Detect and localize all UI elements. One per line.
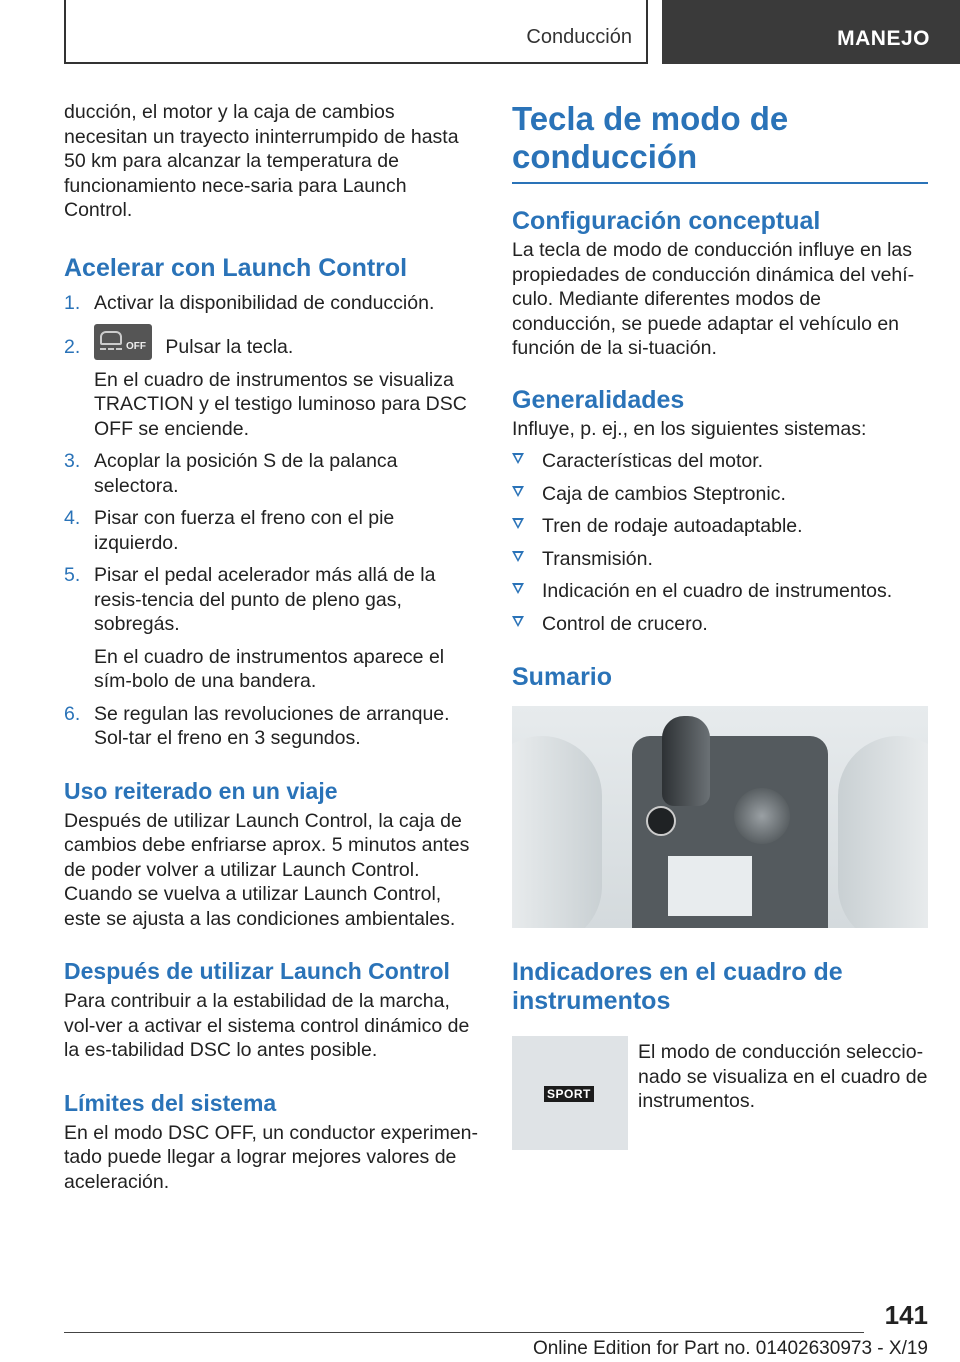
limits-paragraph: En el modo DSC OFF, un conductor experimen-tado puede llegar a lograr mejores valores de aceleración. [64,1121,479,1193]
footer-rule [64,1332,864,1333]
reuse-heading: Uso reiterado en un viaje [64,777,338,804]
list-item: Indicación en el cuadro de instrumentos. [512,579,928,604]
dsc-off-icon-label: OFF [126,340,146,352]
step-subtext: En el cuadro de instrumentos se visualiza TRACTION y el testigo luminoso para DSC OFF se enciende. [94,368,467,440]
indicators-paragraph: El modo de conducción seleccio-nado se visualiza en el cuadro de instrumentos. [638,1041,928,1112]
car-skid-icon [100,331,122,345]
step-number: 4. [64,507,81,530]
summary-heading: Sumario [512,663,613,691]
triangle-bullet-icon [512,551,524,562]
after-use-heading: Después de utilizar Launch Control [64,958,450,985]
launch-steps-list [64,291,480,751]
header-chapter-tab: MANEJO [662,0,960,64]
launch-control-heading: Acelerar con Launch Control [64,253,408,282]
step-number: 5. [64,564,81,587]
step-item [64,563,480,694]
dsc-off-key-icon [94,324,152,360]
header-section-title: Conducción [526,26,632,48]
step-text: Pisar con fuerza el freno con el pie izquierdo. [94,507,395,554]
section-title: Tecla de modo de conducción [512,100,928,184]
concept-paragraph: La tecla de modo de conducción influye en las propiedades de conducción dinámica del vehí-culo. Mediante diferentes modos de conducción, se puede adaptar el vehículo en función de la si-tuación. [512,239,915,359]
triangle-bullet-icon [512,583,524,594]
list-item: Tren de rodaje autoadaptable. [512,514,928,539]
step-text: Pulsar la tecla. [165,336,294,358]
step-subtext: En el cuadro de instrumentos aparece el sím-bolo de una bandera. [94,645,445,693]
limits-heading: Límites del sistema [64,1089,277,1116]
step-text: Pisar el pedal acelerador más allá de la resis-tencia del punto de pleno gas, sobregás. [94,564,436,636]
step-item [64,702,480,751]
triangle-bullet-icon [512,518,524,529]
step-item [64,335,480,441]
intro-paragraph: ducción, el motor y la caja de cambios necesitan un trayecto ininterrumpido de hasta 50 km para alcanzar la temperatura de funcionamiento nece-saria para Launch Control. [64,101,459,221]
step-number: 3. [64,450,81,473]
list-item: Transmisión. [512,547,928,572]
list-item: Control de crucero. [512,612,928,637]
triangle-bullet-icon [512,486,524,497]
left-column [64,100,480,1194]
indicators-heading: Indicadores en el cuadro de instrumentos [512,958,843,1015]
gear-selector-lever [662,716,710,806]
step-number: 1. [64,291,81,314]
step-number: 2. [64,336,81,358]
systems-list [512,449,928,636]
step-text: Se regulan las revoluciones de arranque. Sol-tar el freno en 3 segundos. [94,702,450,750]
general-heading: Generalidades [512,385,685,414]
after-use-paragraph: Para contribuir a la estabilidad de la marcha, vol-ver a activar el sistema control dinámico de la es-tabilidad DSC lo antes posible. [64,990,470,1062]
right-column [512,100,928,1016]
step-item [64,291,480,316]
reuse-paragraph: Después de utilizar Launch Control, la caja de cambios debe enfriarse aprox. 5 minutos antes de poder volver a utilizar Launch Control. Cuando se vuelva a utilizar Launch Control, este se ajusta a las condiciones ambientales. [64,809,470,930]
step-item [64,506,480,555]
step-text: Acoplar la posición S de la palanca selectora. [94,450,398,497]
step-text: Activar la disponibilidad de conducción. [94,291,435,314]
start-stop-button-image [646,806,676,836]
step-item [64,449,480,498]
footer-edition-text: Online Edition for Part no. 01402630973 - X/19 [532,1338,928,1359]
controller-knob [734,788,790,844]
step-number: 6. [64,702,81,725]
triangle-bullet-icon [512,616,524,627]
triangle-bullet-icon [512,453,524,464]
list-item: Caja de cambios Steptronic. [512,482,928,507]
list-item: Características del motor. [512,449,928,474]
page-number: 141 [884,1300,928,1330]
sport-mode-badge: SPORT [544,1086,594,1102]
concept-heading: Configuración conceptual [512,207,821,235]
cluster-indicator-image [512,1036,628,1150]
center-console-image [512,706,928,928]
general-intro: Influye, p. ej., en los siguientes sistemas: [512,417,867,440]
